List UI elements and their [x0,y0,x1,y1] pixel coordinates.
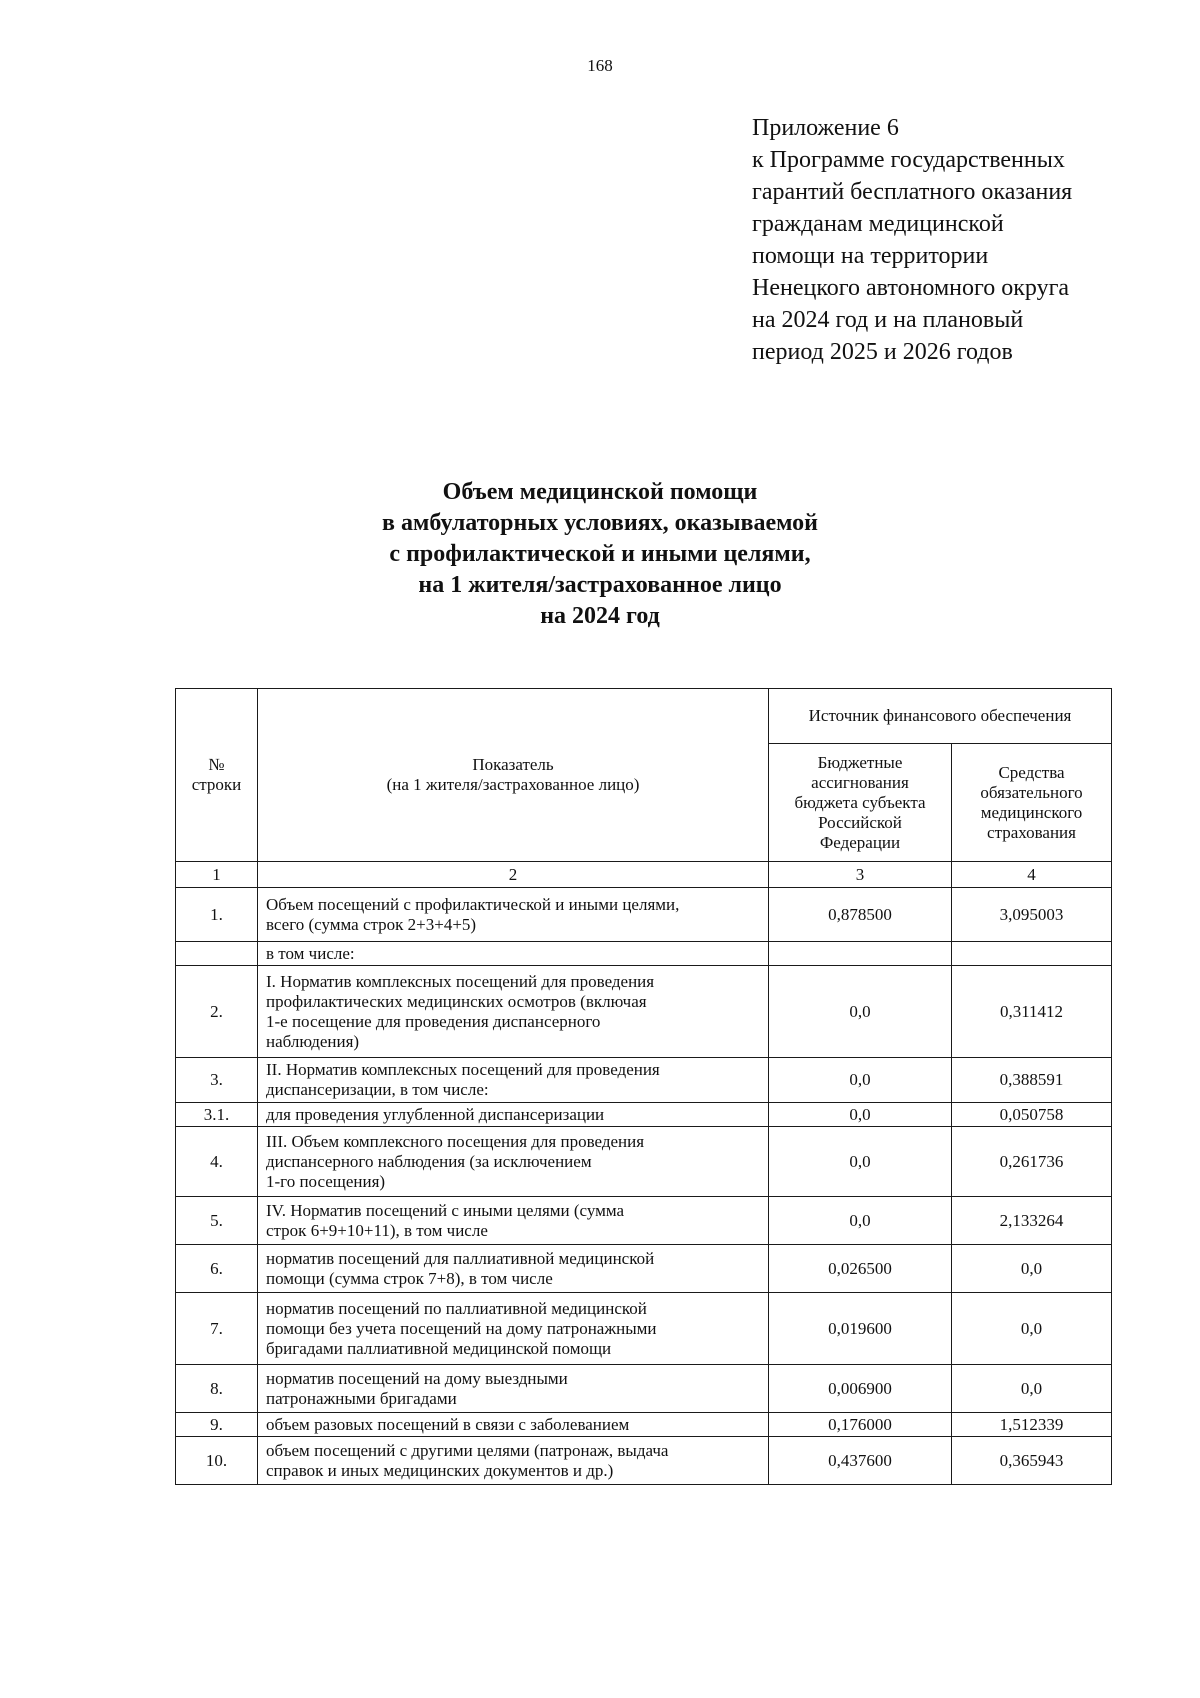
row-number-cell: 6. [176,1245,258,1293]
budget-value-cell: 0,006900 [769,1365,952,1413]
row-number-cell: 10. [176,1437,258,1485]
row-number-cell: 3.1. [176,1103,258,1127]
header-text: страхования [987,822,1076,842]
header-text: обязательного [980,782,1083,802]
header-text: (на 1 жителя/застрахованное лицо) [386,775,640,794]
title-line: с профилактической и иными целями, [389,541,811,567]
row-number-cell: 5. [176,1197,258,1245]
indicator-line: Объем посещений с профилактической и иными целями, [266,894,680,914]
indicator-line: 1-е посещение для проведения диспансерного [266,1011,601,1031]
indicator-line: II. Норматив комплексных посещений для проведения [266,1060,660,1079]
title-line: на 1 жителя/застрахованное лицо [418,572,782,598]
header-text: бюджета субъекта [794,792,926,812]
indicator-cell [258,942,769,966]
page-number: 168 [587,56,613,75]
oms-value-cell: 0,365943 [952,1437,1112,1485]
indicator-cell [258,1103,769,1127]
header-text: Российской [818,812,902,832]
oms-value-cell: 0,0 [952,1245,1112,1293]
column-numbers-row [176,862,1112,888]
header-oms [952,744,1112,862]
budget-value-cell: 0,0 [769,1197,952,1245]
indicator-line: в том числе: [266,943,355,963]
indicator-line: диспансеризации, в том числе: [266,1080,489,1099]
oms-value-cell: 0,050758 [952,1103,1112,1127]
budget-value-cell: 0,0 [769,1058,952,1103]
indicator-cell [258,1293,769,1365]
table-row [176,1437,1112,1485]
budget-value-cell: 0,0 [769,966,952,1058]
title-line: Объем медицинской помощи [442,479,758,505]
table-body [176,888,1112,1485]
table-row [176,942,1112,966]
header-text: Показатель [472,755,554,774]
appendix-line: период 2025 и 2026 годов [752,339,1013,365]
indicator-cell [258,1058,769,1103]
indicator-line: наблюдения) [266,1031,360,1051]
header-text: Средства [998,762,1065,782]
oms-value-cell: 0,0 [952,1365,1112,1413]
budget-value-cell: 0,437600 [769,1437,952,1485]
header-text: ассигнования [811,772,909,792]
row-number-cell: 9. [176,1413,258,1437]
row-number-cell: 7. [176,1293,258,1365]
indicator-cell [258,1413,769,1437]
oms-value-cell: 2,133264 [952,1197,1112,1245]
indicator-line: I. Норматив комплексных посещений для проведения [266,971,655,991]
table-row [176,888,1112,942]
indicator-line: помощи без учета посещений на дому патронажными [266,1318,657,1338]
indicator-line: норматив посещений на дому выездными [266,1368,568,1388]
budget-value-cell: 0,0 [769,1103,952,1127]
indicator-line: помощи (сумма строк 7+8), в том числе [266,1268,553,1288]
oms-value-cell: 0,261736 [952,1127,1112,1197]
header-text: медицинского [980,802,1083,822]
header-indicator [258,689,769,862]
table-row [176,966,1112,1058]
volume-table [175,688,1112,1485]
header-text: № [208,755,225,774]
indicator-line: строк 6+9+10+11), в том числе [266,1220,488,1240]
budget-value-cell: 0,176000 [769,1413,952,1437]
title-line: в амбулаторных условиях, оказываемой [382,510,818,536]
indicator-line: IV. Норматив посещений с иными целями (сумма [266,1200,625,1220]
indicator-line: диспансерного наблюдения (за исключением [266,1151,592,1171]
indicator-line: профилактических медицинских осмотров (включая [266,991,647,1011]
indicator-line: справок и иных медицинских документов и др.) [266,1460,614,1480]
indicator-cell [258,966,769,1058]
indicator-line: бригадами паллиативной медицинской помощи [266,1338,612,1358]
appendix-line: Приложение 6 [752,115,899,141]
row-number-cell: 3. [176,1058,258,1103]
indicator-line: III. Объем комплексного посещения для проведения [266,1131,645,1151]
header-funding-source: Источник финансового обеспечения [769,689,1112,744]
column-number: 3 [769,862,952,888]
appendix-line: Ненецкого автономного округа [752,275,1070,301]
budget-value-cell [769,942,952,966]
table-row [176,1365,1112,1413]
oms-value-cell: 0,388591 [952,1058,1112,1103]
budget-value-cell: 0,026500 [769,1245,952,1293]
budget-value-cell: 0,019600 [769,1293,952,1365]
header-row-number [176,689,258,862]
appendix-line: к Программе государственных [752,147,1065,173]
indicator-cell [258,888,769,942]
oms-value-cell: 3,095003 [952,888,1112,942]
column-number: 4 [952,862,1112,888]
row-number-cell: 2. [176,966,258,1058]
table-row [176,1197,1112,1245]
indicator-line: для проведения углубленной диспансеризации [266,1104,605,1124]
indicator-cell [258,1245,769,1293]
oms-value-cell: 1,512339 [952,1413,1112,1437]
indicator-line: 1-го посещения) [266,1171,386,1191]
indicator-cell [258,1197,769,1245]
header-budget [769,744,952,862]
row-number-cell: 1. [176,888,258,942]
indicator-cell [258,1127,769,1197]
indicator-line: объем разовых посещений в связи с заболеванием [266,1414,630,1434]
table-row [176,1058,1112,1103]
title-line: на 2024 год [540,603,660,629]
budget-value-cell: 0,0 [769,1127,952,1197]
table-row [176,1293,1112,1365]
indicator-line: объем посещений с другими целями (патронаж, выдача [266,1440,669,1460]
column-number: 2 [258,862,769,888]
appendix-line: помощи на территории [752,243,989,269]
indicator-line: всего (сумма строк 2+3+4+5) [266,914,477,934]
table-row [176,1127,1112,1197]
header-text: строки [191,775,242,794]
row-number-cell: 4. [176,1127,258,1197]
table-header [176,689,1112,888]
header-text: Федерации [819,832,901,852]
table-row [176,1103,1112,1127]
table-row [176,1413,1112,1437]
appendix-line: гражданам медицинской [752,211,1004,237]
appendix-block [752,112,1072,368]
table-row [176,1245,1112,1293]
row-number-cell: 8. [176,1365,258,1413]
header-text: Бюджетные [817,752,903,772]
row-number-cell [176,942,258,966]
oms-value-cell: 0,311412 [952,966,1112,1058]
indicator-line: норматив посещений для паллиативной медицинской [266,1248,655,1268]
oms-value-cell [952,942,1112,966]
document-title [0,477,1200,632]
oms-value-cell: 0,0 [952,1293,1112,1365]
indicator-line: норматив посещений по паллиативной медицинской [266,1298,647,1318]
column-number: 1 [176,862,258,888]
indicator-line: патронажными бригадами [266,1388,457,1408]
indicator-cell [258,1365,769,1413]
indicator-cell [258,1437,769,1485]
appendix-line: на 2024 год и на плановый [752,307,1024,333]
budget-value-cell: 0,878500 [769,888,952,942]
appendix-line: гарантий бесплатного оказания [752,179,1073,205]
